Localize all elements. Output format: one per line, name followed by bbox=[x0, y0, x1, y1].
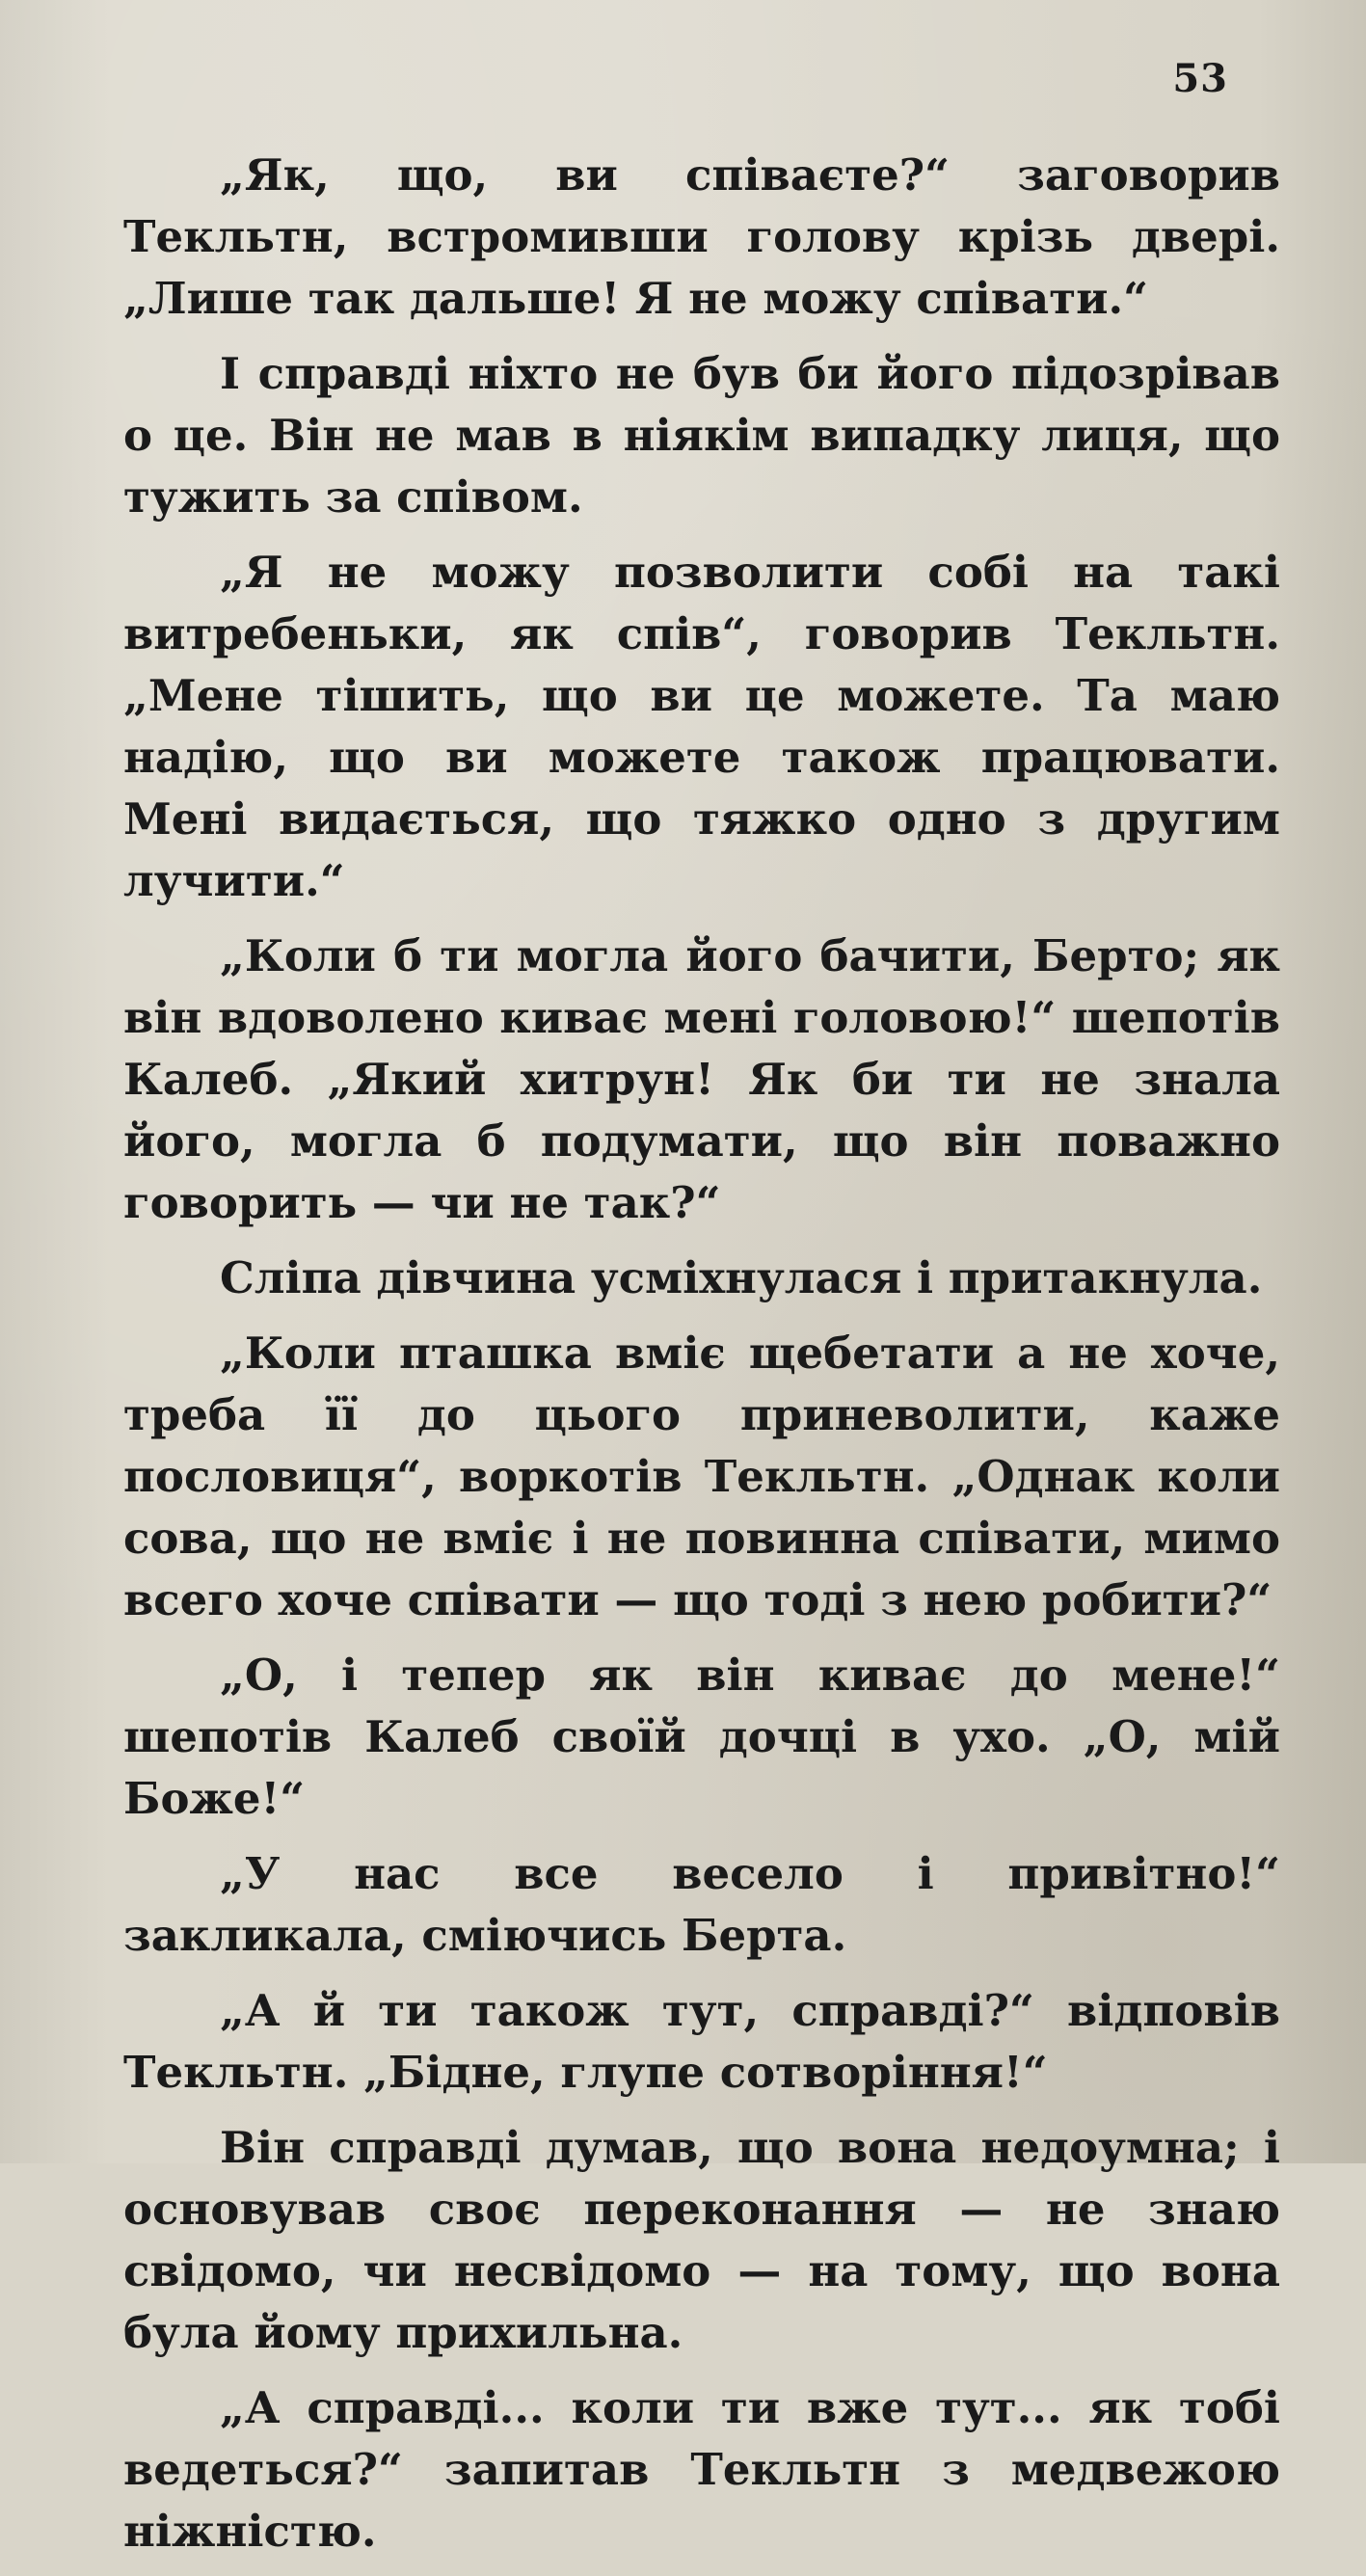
body-text bbox=[123, 145, 1280, 2576]
paragraph: „О, і тепер як він киває до мене!“ шепотів Калеб своїй дочці в ухо. „О, мій Боже!“ bbox=[123, 1650, 1280, 1824]
paragraph: „А й ти також тут, справді?“ відповів Текльтн. „Бідне, глупе сотворіння!“ bbox=[123, 1985, 1280, 2098]
paragraph: „Коли пташка вміє щебетати а не хоче, треба її до цього приневолити, каже пословиця“, воркотів Текльтн. „Однак коли сова, що не вміє і не повинна співати, мимо всего хоче співати — що тоді з нею робити?“ bbox=[123, 1328, 1280, 1625]
paragraph: „Як, що, ви співаєте?“ заговорив Текльтн, встромивши голову крізь двері. „Лише так дальше! Я не можу співати.“ bbox=[123, 149, 1280, 324]
paragraph: „А справді... коли ти вже тут... як тобі ведеться?“ запитав Текльтн з медвежою ніжністю. bbox=[123, 2382, 1280, 2557]
paragraph: „Коли б ти могла його бачити, Берто; як він вдоволено киває мені головою!“ шепотів Калеб. „Який хитрун! Як би ти не знала його, могла б подумати, що він поважно говорить — чи не так?“ bbox=[123, 930, 1280, 1228]
paragraph: І справді ніхто не був би його підозрівав о це. Він не мав в ніякім випадку лиця, що тужить за співом. bbox=[123, 348, 1280, 523]
paragraph: Сліпа дівчина усміхнулася і притакнула. bbox=[220, 1252, 1263, 1303]
paragraph: „У нас все весело і привітно!“ закликала, сміючись Берта. bbox=[123, 1848, 1280, 1961]
paragraph: „Я не можу позволити собі на такі витребеньки, як спів“, говорив Текльтн. „Мене тішить, що ви це можете. Та маю надію, що ви можете також працювати. Мені видається, що тяжко одно з другим лучити.“ bbox=[123, 547, 1280, 906]
page-number: 53 bbox=[1172, 56, 1228, 101]
paragraph: Він справді думав, що вона недоумна; і основував своє переконання — не знаю свідомо, чи несвідомо — на тому, що вона була йому прихильна. bbox=[123, 2122, 1280, 2358]
